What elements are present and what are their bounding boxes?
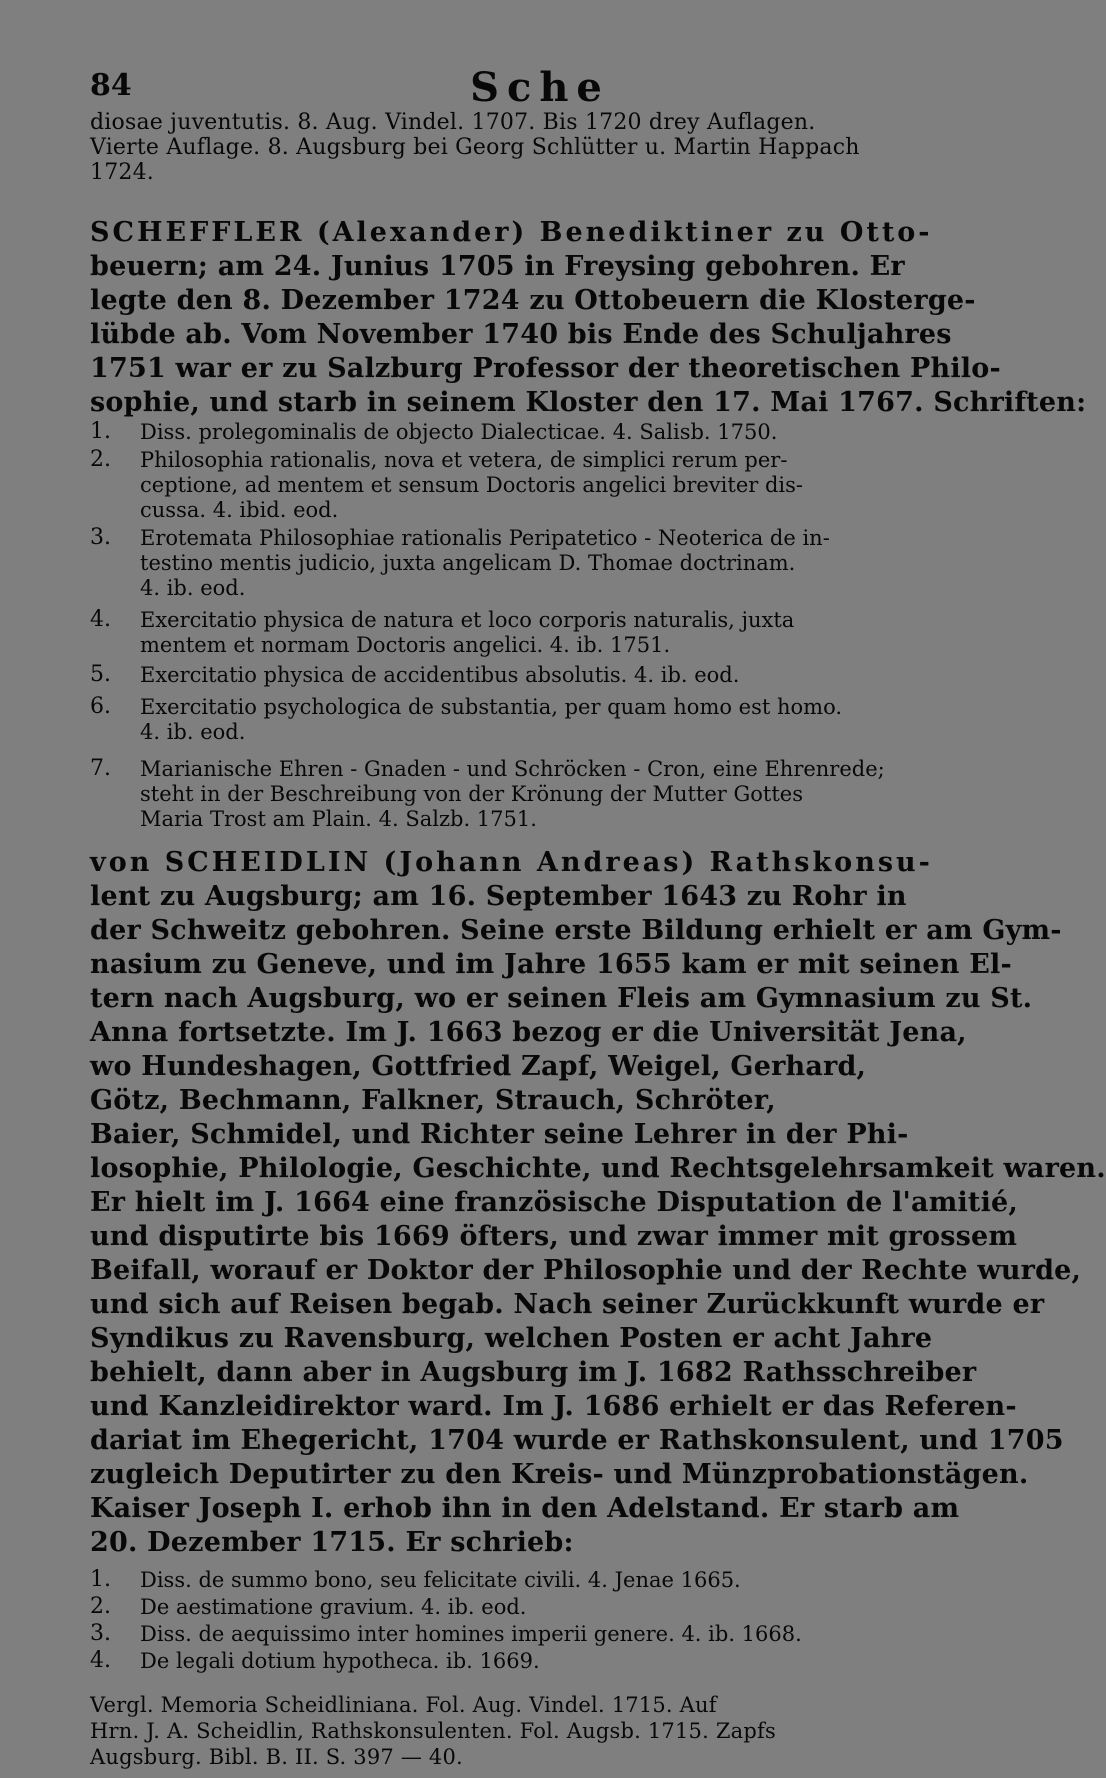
list-number: 2. bbox=[90, 447, 111, 472]
list-item: Diss. prolegominalis de objecto Dialecticae. 4. Salisb. 1750. bbox=[140, 420, 778, 444]
list-item: Exercitatio psychologica de substantia, per quam homo est homo. bbox=[140, 695, 843, 719]
list-number: 3. bbox=[90, 1621, 111, 1646]
footnote-line: Hrn. J. A. Scheidlin, Rathskonsulenten. Fol. Augsb. 1715. Zapfs bbox=[90, 1719, 776, 1743]
list-item: Exercitatio physica de natura et loco corporis naturalis, juxta bbox=[140, 608, 795, 632]
text-line: Kaiser Joseph I. erhob ihn in den Adelstand. Er starb am bbox=[90, 1493, 960, 1524]
text-line: Baier, Schmidel, und Richter seine Lehrer in der Phi- bbox=[90, 1119, 909, 1150]
text-line: beuern; am 24. Junius 1705 in Freysing gebohren. Er bbox=[90, 251, 905, 282]
list-item: Erotemata Philosophiae rationalis Peripatetico - Neoterica de in- bbox=[140, 526, 830, 550]
list-item: Maria Trost am Plain. 4. Salzb. 1751. bbox=[140, 807, 537, 831]
text-line: diosae juventutis. 8. Aug. Vindel. 1707. Bis 1720 drey Auflagen. bbox=[90, 110, 816, 135]
footnote-line: Vergl. Memoria Scheidliniana. Fol. Aug. Vindel. 1715. Auf bbox=[90, 1693, 717, 1717]
text-line: 1724. bbox=[90, 160, 154, 185]
page-number: 84 bbox=[90, 68, 132, 103]
list-number: 1. bbox=[90, 1567, 111, 1592]
list-item: Exercitatio physica de accidentibus absolutis. 4. ib. eod. bbox=[140, 663, 740, 687]
list-number: 4. bbox=[90, 607, 111, 632]
text-line: und Kanzleidirektor ward. Im J. 1686 erhielt er das Referen- bbox=[90, 1391, 1017, 1422]
list-number: 5. bbox=[90, 662, 111, 687]
text-line: nasium zu Geneve, und im Jahre 1655 kam er mit seinen El- bbox=[90, 949, 1012, 980]
list-item: 4. ib. eod. bbox=[140, 576, 246, 600]
text-line: zugleich Deputirter zu den Kreis- und Münzprobationstägen. bbox=[90, 1459, 1029, 1490]
text-line: Götz, Bechmann, Falkner, Strauch, Schröter, bbox=[90, 1085, 776, 1116]
text-line: und sich auf Reisen begab. Nach seiner Zurückkunft wurde er bbox=[90, 1289, 1045, 1320]
list-item: steht in der Beschreibung von der Krönung der Mutter Gottes bbox=[140, 782, 803, 806]
list-number: 1. bbox=[90, 419, 111, 444]
footnote-line: Augsburg. Bibl. B. II. S. 397 — 40. bbox=[90, 1745, 463, 1769]
list-item: De aestimatione gravium. 4. ib. eod. bbox=[140, 1595, 527, 1619]
text-line: tern nach Augsburg, wo er seinen Fleis am Gymnasium zu St. bbox=[90, 983, 1033, 1014]
list-number: 6. bbox=[90, 694, 111, 719]
text-line: sophie, und starb in seinem Kloster den 17. Mai 1767. Schriften: bbox=[90, 387, 1087, 418]
text-line: wo Hundeshagen, Gottfried Zapf, Weigel, Gerhard, bbox=[90, 1051, 867, 1082]
list-item: Marianische Ehren - Gnaden - und Schröcken - Cron, eine Ehrenrede; bbox=[140, 757, 885, 781]
text-line: 20. Dezember 1715. Er schrieb: bbox=[90, 1527, 574, 1558]
text-line: 1751 war er zu Salzburg Professor der theoretischen Philo- bbox=[90, 353, 1001, 384]
text-line: Er hielt im J. 1664 eine französische Disputation de l'amitié, bbox=[90, 1187, 1019, 1218]
list-item: Diss. de aequissimo inter homines imperii genere. 4. ib. 1668. bbox=[140, 1622, 802, 1646]
text-line: Beifall, worauf er Doktor der Philosophie und der Rechte wurde, bbox=[90, 1255, 1082, 1286]
list-item: 4. ib. eod. bbox=[140, 720, 246, 744]
list-number: 2. bbox=[90, 1594, 111, 1619]
text-line: Vierte Auflage. 8. Augsburg bei Georg Schlütter u. Martin Happach bbox=[90, 135, 860, 160]
text-line: behielt, dann aber in Augsburg im J. 1682 Rathsschreiber bbox=[90, 1357, 977, 1388]
text-line: losophie, Philologie, Geschichte, und Rechtsgelehrsamkeit waren. bbox=[90, 1153, 1106, 1184]
text-line: und disputirte bis 1669 öfters, und zwar immer mit grossem bbox=[90, 1221, 1018, 1252]
list-item: ceptione, ad mentem et sensum Doctoris angelici breviter dis- bbox=[140, 473, 803, 497]
list-item: testino mentis judicio, juxta angelicam D. Thomae doctrinam. bbox=[140, 551, 796, 575]
list-item: mentem et normam Doctoris angelici. 4. ib. 1751. bbox=[140, 633, 671, 657]
list-item: Diss. de summo bono, seu felicitate civili. 4. Jenae 1665. bbox=[140, 1568, 741, 1592]
text-line: lübde ab. Vom November 1740 bis Ende des Schuljahres bbox=[90, 319, 952, 350]
list-number: 7. bbox=[90, 756, 111, 781]
text-line: der Schweitz gebohren. Seine erste Bildung erhielt er am Gym- bbox=[90, 915, 1062, 946]
list-number: 3. bbox=[90, 525, 111, 550]
text-line: Anna fortsetzte. Im J. 1663 bezog er die Universität Jena, bbox=[90, 1017, 967, 1048]
text-line: legte den 8. Dezember 1724 zu Ottobeuern die Klosterge- bbox=[90, 285, 976, 316]
list-number: 4. bbox=[90, 1648, 111, 1673]
text-line: dariat im Ehegericht, 1704 wurde er Rathskonsulent, und 1705 bbox=[90, 1425, 1064, 1456]
list-item: De legali dotium hypotheca. ib. 1669. bbox=[140, 1649, 540, 1673]
running-title: Sche bbox=[470, 64, 610, 111]
list-item: cussa. 4. ibid. eod. bbox=[140, 498, 339, 522]
text-line: Syndikus zu Ravensburg, welchen Posten er acht Jahre bbox=[90, 1323, 933, 1354]
text-line: lent zu Augsburg; am 16. September 1643 zu Rohr in bbox=[90, 881, 907, 912]
list-item: Philosophia rationalis, nova et vetera, de simplici rerum per- bbox=[140, 448, 788, 472]
entry-heading: SCHEFFLER (Alexander) Benediktiner zu Otto- bbox=[90, 217, 933, 248]
entry-heading: von SCHEIDLIN (Johann Andreas) Rathskonsu- bbox=[90, 847, 933, 878]
